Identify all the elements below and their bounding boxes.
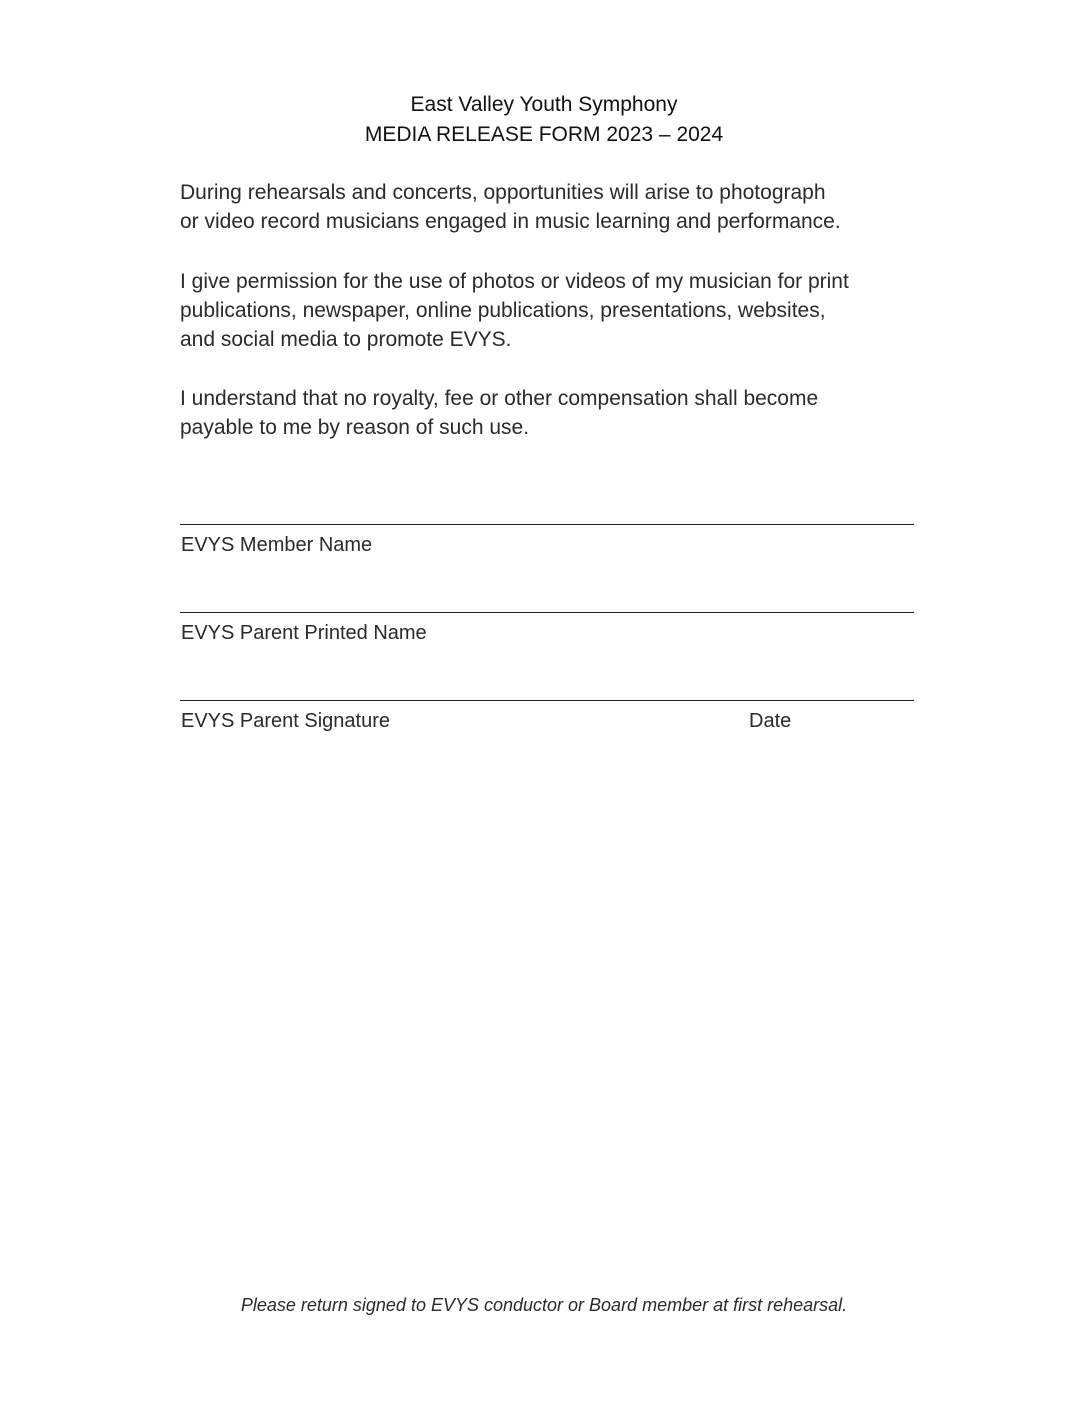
form-header	[0, 90, 1088, 150]
organization-name: East Valley Youth Symphony	[410, 93, 678, 116]
member-name-line[interactable]	[180, 524, 914, 525]
paragraph-line: During rehearsals and concerts, opportunities will arise to photograph	[180, 181, 826, 204]
member-name-label: EVYS Member Name	[181, 534, 373, 556]
parent-signature-line[interactable]	[180, 700, 914, 701]
parent-signature-label: EVYS Parent Signature	[181, 710, 391, 732]
date-label: Date	[749, 710, 792, 732]
parent-printed-name-line[interactable]	[180, 612, 914, 613]
form-title: MEDIA RELEASE FORM 2023 – 2024	[364, 123, 724, 146]
paragraph-line: I understand that no royalty, fee or other compensation shall become	[180, 387, 819, 410]
return-instruction: Please return signed to EVYS conductor or Board member at first rehearsal.	[240, 1295, 848, 1315]
paragraph-permission	[180, 267, 920, 354]
paragraph-line: publications, newspaper, online publications, presentations, websites,	[180, 299, 826, 322]
paragraph-line: and social media to promote EVYS.	[180, 328, 512, 351]
paragraph-line: or video record musicians engaged in music learning and performance.	[180, 210, 841, 233]
paragraph-compensation	[180, 384, 920, 442]
paragraph-line: payable to me by reason of such use.	[180, 416, 530, 439]
parent-printed-name-label: EVYS Parent Printed Name	[181, 622, 427, 644]
paragraph-line: I give permission for the use of photos or videos of my musician for print	[180, 270, 849, 293]
paragraph-opportunities	[180, 178, 920, 236]
